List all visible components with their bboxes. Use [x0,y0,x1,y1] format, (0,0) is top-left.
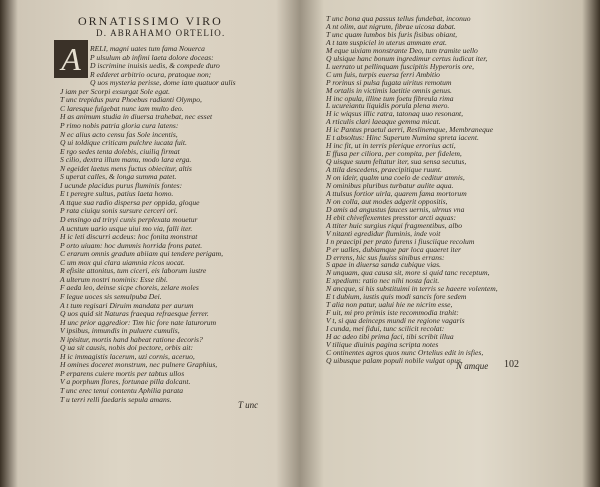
verse-line: Q ua sit causis, nobis doi pectore, orbis ait: [60,343,194,353]
verse-line: N ominibus pluribus turbatur aulite aqua. [326,180,454,190]
verse-line: S uperat calles, & longa summa patet. [60,172,177,182]
verse-line: F legue uoces sis semulpuba Dei. [60,291,162,301]
verse-line: V a porphum flores, fortunae pilla dolcant. [60,377,191,387]
verse-line: A ttulsus fortior uirla, quarem fama mortorum [326,188,467,198]
verse-line: E t dubium, iustis quis modi sancis fore sedem [326,292,467,302]
verse-line: A ulterum nostri nominis: Esse tibi. [60,274,168,284]
verse-line: E rgo sedes tenta dolebis, ciuiliq firmat [60,146,180,156]
verse-line: C um fuis, turpis euersa ferri Ambitio [326,69,440,79]
verse-line: A t tam suspiciel in uterus ammam erat. [326,37,447,47]
verse-line: A ttiter huic surgius riqui fragmentibus, albo [326,220,463,230]
verse-line: N ancque, si his substituimi in terris se haeere volentem, [326,284,498,294]
page-number: 102 [504,359,519,370]
verse-line: N on ideir, qualm una coelo de ceditur amnis, [326,173,465,182]
verse-line: S cilio, dextra illum manu, modo lara erga. [60,155,192,165]
verse-line: C erarum omnis gradum abiiam qui tendere perigam, [60,249,223,259]
verse-line: Q ui toldique criticam pulchre iucata fuit. [60,138,187,148]
verse-line: V t, si qua deinceps mundi ne regione vagaris [326,316,465,326]
right-verse-block [304,0,586,487]
verse-line: C um mox qui clara uiamnia ricos uocat. [60,257,185,267]
verse-line: I ucunde placidus purus fluminis fontes: [60,180,183,190]
right-page [304,0,586,487]
ornamental-drop-cap: A [54,40,88,78]
verse-line: N unquam, qua causa sit, more si quid tanc receptum, [326,268,490,278]
verse-line: RELI, magni uates tum fama Nouerca [90,44,205,53]
verse-line: E t absoltus: Hinc Superum Numina spreta iacent. [326,133,479,143]
poem-title: ORNATISSIMO VIRO [78,14,223,28]
verse-line: T unc erec tenui contentu Aphilia parata [60,386,184,395]
verse-line: H inc opula, illine tum foetu fibreula rima [326,93,454,103]
verse-line: C ontinentes agros quos nunc Ortelius edit in isfies, [326,347,484,357]
verse-line: S apae in diuersa sanda cubique vias. [326,260,441,270]
verse-line: M eque uixiam monstrante Deo, tum tramite uello [326,45,478,55]
verse-line: T u terri relli faedaris sepula amans. [60,394,172,404]
verse-line: Q uibusque palam populi nobile vulgat opus. [326,355,463,365]
verse-line: D amis ad angustus fauces uernis, ulrnus vna [326,204,465,214]
verse-line: M ortalis in victimis laetitie omnis genus. [326,85,452,95]
verse-line: F aeda leo, deinse sicpe choreis, zelare moles [60,283,199,293]
verse-line: H ebit chiveflexemtes presstor arcti aquas: [326,212,456,222]
verse-line: R efisite attonitus, tum ciceri, eis laborum iustre [60,266,207,276]
verse-line: L ucureiantu liquidis porula plena mero. [326,101,450,111]
verse-line: E xpedium: ratio nec nihi nosta facit. [326,276,440,286]
verse-line: H unc prior aggredior: Tim hic fore nate laturorum [60,317,217,327]
verse-line: I cunda, mei fidui, tunc scilicit recolat: [326,324,445,334]
verse-line: H ic leti discurri acdeus: hoc fonita monstrat [60,232,198,242]
verse-line: A ttque sua radio dispersa per oppida, gloque [60,197,200,207]
verse-line: H as animum studia in diuersa trahebat, nec esset [60,112,213,122]
verse-line: A nt olim, aut nigrum, fibrae uicosa dabat. [326,21,456,31]
verse-line: D iscrimine inuisis uedis, & compede duro [90,61,220,71]
verse-line: Q uos mysteria perisse, dome iam quatuor aulis [90,78,236,88]
verse-line: N on colla, aut modes adgerit oppositis, [326,196,448,206]
verse-line: V nitanti egredidur fluminis, inde voit [326,228,441,238]
verse-line: V tilique diuinis pagina scripta notes [326,339,439,349]
verse-line: T alia non patur, ualui hie ne nicrim esse, [326,300,453,310]
verse-line: J iam per Scorpi exsurgat Sole egat. [60,86,171,96]
verse-line: E t peregre sultus, patius laeta homo. [60,189,174,199]
catchword-right: N amque [456,361,489,371]
verse-line: C laresque fulgebat nunc iam multo deo. [60,103,184,113]
verse-line: H ac adeo tibi prima faci, tibi scribit illua [326,332,454,341]
verse-line: A ucntum uario usque uiui mo via, falli iter. [60,223,193,233]
verse-line: N ipisitur, mortis hand habeat ratione decoris? [60,334,203,344]
verse-line: P orto uiuam: hoc dummis horrida frons patet. [60,240,203,250]
verse-line: T unc bona qua passus tellus fundebat, inconuo [326,14,471,23]
verse-line: T unc quam lumbos bis furis fisibus obiant, [326,29,458,39]
verse-line: E ffusa per ciliora, per compita, per fidelem, [326,149,462,159]
verse-line: L uerrato ut pellinquam fuscipitis Hyperoris ore, [326,61,475,71]
verse-line: H ic wiqsus illic ratra, tatonaq uuo resonant, [326,109,464,119]
verse-line: P rata ciuiqu sonis sursure cerceri ori. [60,206,178,216]
verse-line: R edderet arbitrio ocura, pratoque non; [90,69,212,79]
verse-line: P ulsulum ab infimi laeta dolore doceas: [90,52,214,62]
verse-line: T unc trepidus pura Phoebus radianti Olympo, [60,95,202,105]
verse-line: A ttila descedens, praecipitique ruunt. [326,165,442,175]
verse-line: A rticulis clari laeaque gemma micat. [326,117,441,127]
verse-line: N egeidet laetus mens fuctus obiecitur, altis [60,163,192,173]
left-page [14,0,286,487]
verse-line: D ensingo ad triryi cunis perplexata mouetur [60,215,198,224]
verse-line: P erparens cuiere mortis per tabtus ullos [60,368,185,378]
verse-line: P rimo nobis patria gloria cura latens: [60,120,179,130]
catchword-left: T unc [238,400,259,410]
left-verse-block [14,0,286,487]
verse-line: Q uisque suum feltatur iter, sua sensa secutus, [326,157,467,167]
verse-line: H omines doceret monstrum, nec pulnere Graphius, [60,360,218,370]
verse-line: I n praecipi per prato furens i fiusciique recolum [326,236,475,246]
verse-line: D errens, hic sus fuuiss sinibus errans: [326,252,445,262]
verse-line: A t tum regisari Diruim mandata per aurum [60,300,194,310]
verse-line: P er ualles, dubiamque par loca quaeret iter [326,244,461,254]
verse-line: P rorinus si pulsa fugata uiritus remotum [326,77,452,87]
verse-line: Q ulsique hanc bonum ingredimur certus iudicat iter, [326,53,488,63]
poem-dedicatee: D. ABRAHAMO ORTELIO. [96,28,226,38]
verse-line: Q uos quid sit Naturas fraequa refraesque ferrer. [60,309,209,319]
verse-line: N ec alius acto censu fas Sole incentis, [60,129,178,139]
verse-line: H ic immagistis lacerum, uzi cornis, aceruo, [60,351,195,361]
verse-line: H inc fit, ut in terris plerique errorius acti, [326,141,456,151]
verse-line: V ipsibus, inmundis in puluere cumulis, [60,326,180,336]
verse-line: H ic Pantus praetul aerri, Reslinemque, Membraneque [326,125,494,135]
verse-line: F uit, mi pro primis iste recommodia trahit: [326,308,459,318]
